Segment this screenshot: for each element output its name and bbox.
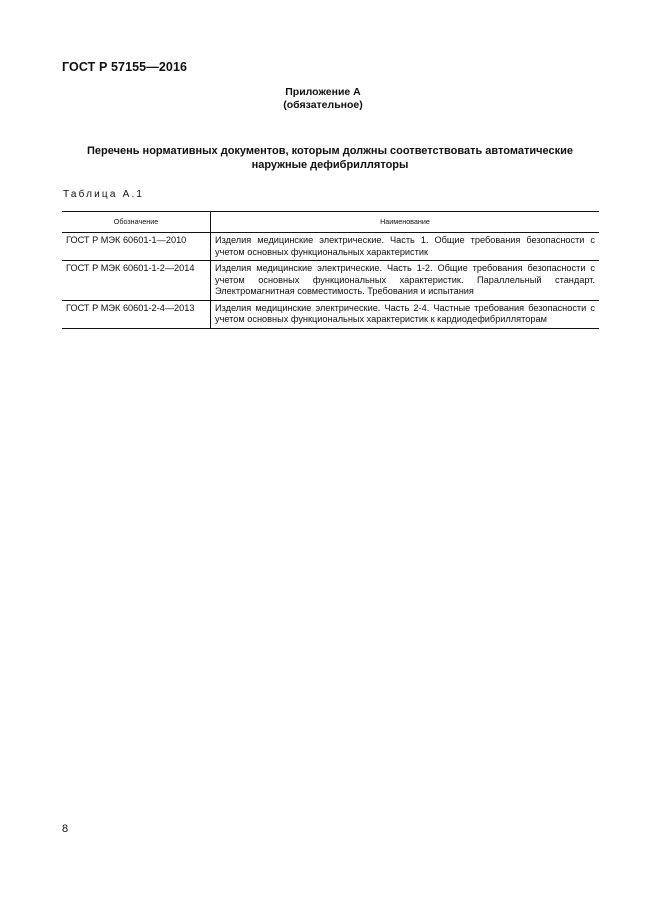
column-header-code: Обозначение bbox=[62, 212, 211, 233]
appendix-title: Приложение А bbox=[285, 86, 361, 98]
table-row bbox=[62, 261, 599, 301]
table-caption: Таблица А.1 bbox=[63, 189, 145, 200]
document-title-line-2: наружные дефибрилляторы bbox=[251, 159, 409, 171]
appendix-heading bbox=[0, 86, 646, 112]
column-header-name: Наименование bbox=[211, 212, 600, 233]
standard-code: ГОСТ Р МЭК 60601-1—2010 bbox=[62, 233, 211, 261]
table-header-row bbox=[62, 212, 599, 233]
document-title-line-1: Перечень нормативных документов, которым должны соответствовать автоматические bbox=[87, 145, 573, 157]
table-row bbox=[62, 300, 599, 328]
standard-code: ГОСТ Р МЭК 60601-2-4—2013 bbox=[62, 300, 211, 328]
table-row bbox=[62, 233, 599, 261]
page-number: 8 bbox=[62, 823, 69, 835]
standard-name: Изделия медицинские электрические. Часть 1-2. Общие требования безопасности с учетом основных функциональных характеристик. Параллельный стандарт. Электромагнитная совместимость. Требования и испытания bbox=[211, 261, 600, 301]
standard-code: ГОСТ Р МЭК 60601-1-2—2014 bbox=[62, 261, 211, 301]
standard-name: Изделия медицинские электрические. Часть 1. Общие требования безопасности с учетом основных функциональных характеристик bbox=[211, 233, 600, 261]
document-title bbox=[60, 144, 600, 172]
standard-name: Изделия медицинские электрические. Часть 2-4. Частные требования безопасности с учетом основных функциональных характеристик к кардиодефибрилляторам bbox=[211, 300, 600, 328]
document-header: ГОСТ Р 57155—2016 bbox=[62, 60, 188, 74]
standards-table bbox=[62, 211, 599, 329]
appendix-status: (обязательное) bbox=[283, 99, 363, 111]
